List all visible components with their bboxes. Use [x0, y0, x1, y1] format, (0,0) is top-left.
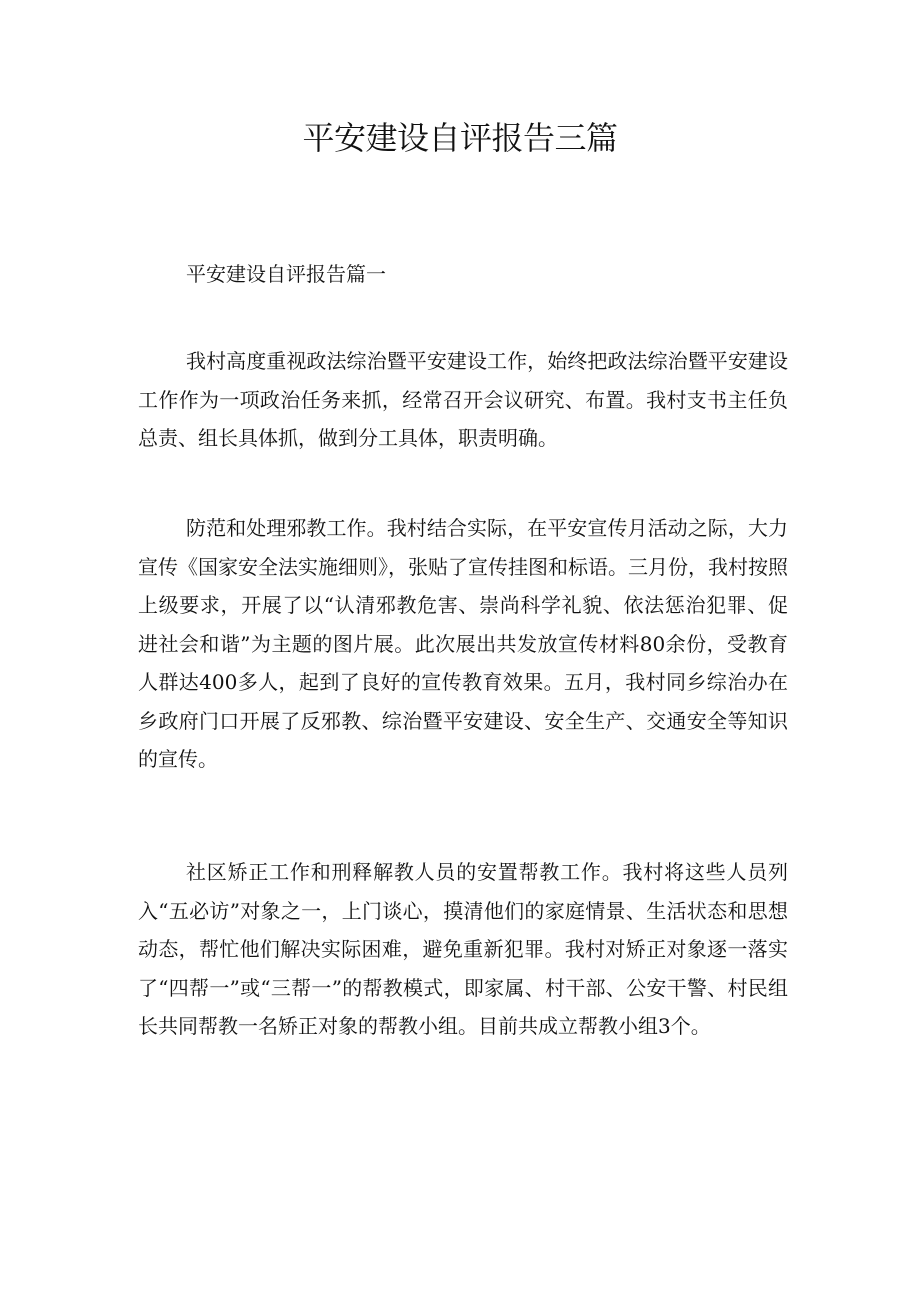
paragraph-3: 社区矫正工作和刑释解教人员的安置帮教工作。我村将这些人员列入“五必访”对象之一，上门谈心，摸清他们的家庭情景、生活状态和思想动态，帮忙他们解决实际困难，避免重新犯罪。我村对矫正对象逐一落实了“四帮一”或“三帮一”的帮教模式，即家属、村干部、公安干警、村民组长共同帮教一名矫正对象的帮教小组。目前共成立帮教小组3个。 — [138, 860, 788, 1038]
paragraph-1: 我村高度重视政法综治暨平安建设工作，始终把政法综治暨平安建设工作作为一项政治任务来抓，经常召开会议研究、布置。我村支书主任负总责、组长具体抓，做到分工具体，职责明确。 — [138, 349, 788, 450]
paragraph-2: 防范和处理邪教工作。我村结合实际，在平安宣传月活动之际，大力宣传《国家安全法实施细则》，张贴了宣传挂图和标语。三月份，我村按照上级要求，开展了以“认清邪教危害、崇尚科学礼貌、依法惩治犯罪、促进社会和谐”为主题的图片展。此次展出共发放宣传材料80余份，受教育人群达400多人，起到了良好的宣传教育效果。五月，我村同乡综治办在乡政府门口开展了反邪教、综治暨平安建设、安全生产、交通安全等知识的宣传。 — [138, 516, 788, 771]
section-subtitle: 平安建设自评报告篇一 — [186, 262, 386, 286]
document-title: 平安建设自评报告三篇 — [302, 119, 618, 157]
